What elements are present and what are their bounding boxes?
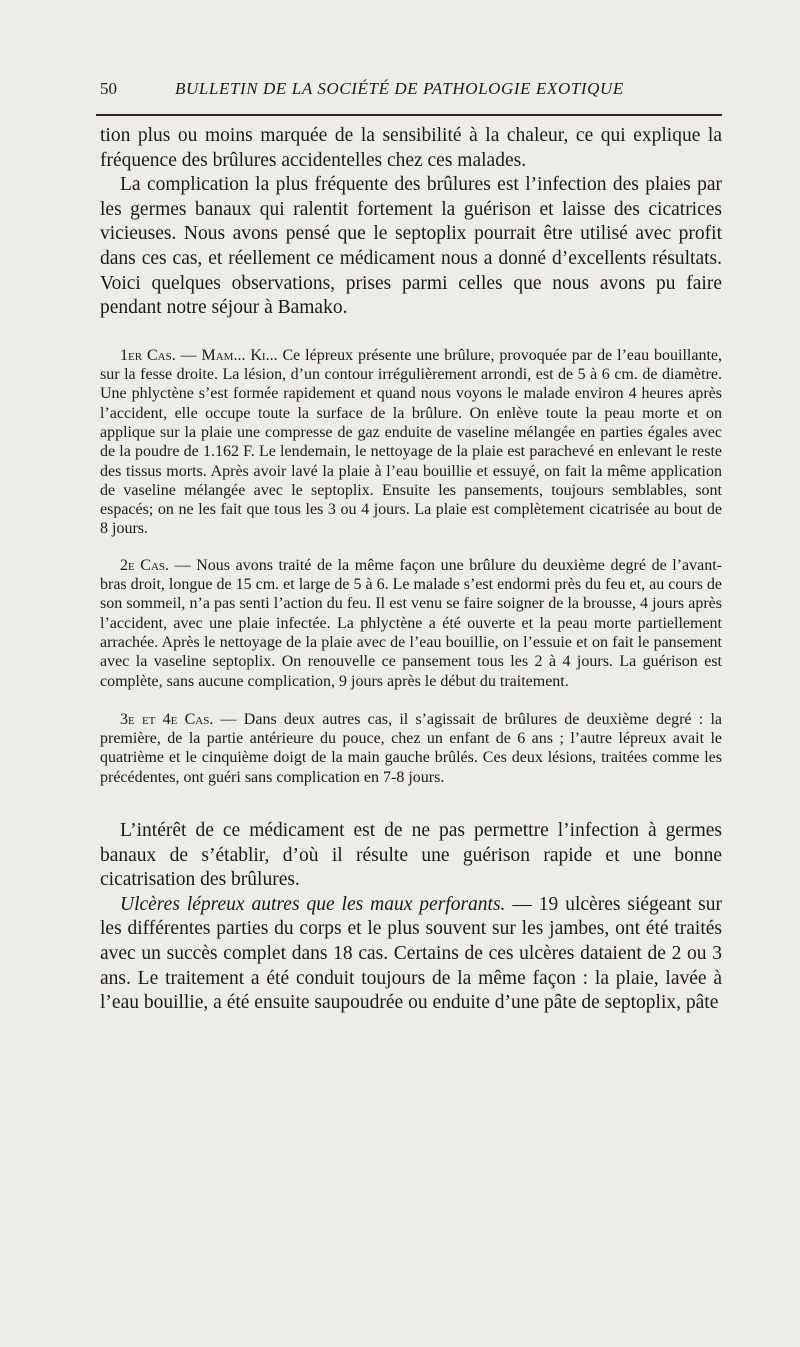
case-1-text: Ce lépreux présente une brûlure, provoquée par de l’eau bouillante, sur la fesse droite. La lésion, d’un contour irrégulièrement arrondi, est de 5 à 6 cm. de diamètre. Une phlyctène s’est formée rapidement et quand nous voyons le malade environ 4 heures après l’accident, elle occupe toute la surface de la brûlure. On enlève toute la peau morte et on applique sur la plaie une compresse de gaz enduite de vaseline mélangée en parties égales avec de la poudre de 1.162 F. Le lendemain, le nettoyage de la plaie est parachevé en enlevant le reste des tissus morts. Après avoir lavé la plaie à l’eau bouillie et essuyé, on fait la même application de vaseline mélangée avec le septoplix. Ensuite les pansements, toujours semblables, sont espacés; on ne les fait que tous les 3 ou 4 jours. La plaie est complètement cicatrisée au bout de 8 jours.: [100, 346, 723, 538]
running-title: BULLETIN DE LA SOCIÉTÉ DE PATHOLOGIE EXOTIQUE: [175, 79, 624, 98]
case-2-label: 2e Cas.: [120, 556, 170, 574]
ulcers-text: 19 ulcères siégeant sur les différentes parties du corps et le plus souvent sur les jambes, ont été traités avec un succès complet dans 18 cas. Certains de ces ulcères dataient de 2 ou 3 ans. Le traitement a été conduit toujours de la même façon : la plaie, lavée à l’eau bouillie, a été ensuite saupoudrée ou enduite d’une pâte de septoplix, pâte: [100, 893, 723, 1014]
paragraph-continuation: tion plus ou moins marquée de la sensibilité à la chaleur, ce qui explique la fréquence des brûlures accidentelles chez ces malades.: [100, 125, 722, 171]
case-3-4-dash: —: [213, 710, 244, 728]
paragraph-interest: L’intérêt de ce médicament est de ne pas permettre l’infection à germes banaux de s’établir, d’où il résulte une guérison rapide et une bonne cicatrisation des brûlures.: [100, 819, 722, 891]
case-2-observation: [100, 556, 722, 691]
case-1-label: 1er Cas.: [120, 346, 176, 364]
case-3-4-label: 3e et 4e Cas.: [120, 710, 214, 728]
case-3-4-observation: [100, 710, 722, 787]
paragraph-ulcers: [100, 893, 722, 1016]
case-1-patient: Mam... Ki...: [201, 346, 278, 364]
ulcers-heading: Ulcères lépreux autres que les maux perforants.: [120, 893, 506, 915]
case-3-4-text: Dans deux autres cas, il s’agissait de brûlures de deuxième degré : la première, de la partie antérieure du pouce, chez un enfant de 6 ans ; l’autre lépreux avait le quatrième et le cinquième doigt de la main gauche brûlés. Ces deux lésions, traitées comme les précédentes, ont guéri sans complication en 7-8 jours.: [100, 710, 722, 786]
header-rule: [96, 114, 722, 116]
case-1-dash: —: [175, 346, 202, 364]
case-2-dash: —: [169, 556, 197, 574]
case-2-text: Nous avons traité de la même façon une brûlure du deuxième degré de l’avant-bras droit, longue de 15 cm. et large de 5 à 6. Le malade s’est endormi près du feu et, au cours de son sommeil, n’a pas senti l’action du feu. Il est venu se faire soigner de la brousse, 4 jours après l’accident, avec une plaie infectée. La phlyctène a été ouverte et la peau morte partiellement arrachée. Après le nettoyage de la plaie avec de l’eau bouillie, on l’essuie et on fait le pansement avec la vaseline septoplix. On renouvelle ce pansement tous les 2 à 4 jours. La guérison est complète, sans aucune complication, 9 jours après le début du traitement.: [100, 556, 723, 690]
ulcers-dash: —: [505, 893, 539, 915]
paragraph-complication: La complication la plus fréquente des brûlures est l’infection des plaies par les germes banaux qui ralentit fortement la guérison et laisse des cicatrices vicieuses. Nous avons pensé que le septoplix pourrait être utilisé avec profit dans ces cas, et réellement ce médicament nous a donné d’excellents résultats. Voici quelques observations, prises parmi celles que nous avons pu faire pendant notre séjour à Bamako.: [100, 174, 722, 319]
article-body: [100, 124, 722, 1016]
case-1-observation: [100, 346, 722, 539]
page-number: 50: [100, 79, 117, 98]
page-header: [100, 79, 722, 109]
